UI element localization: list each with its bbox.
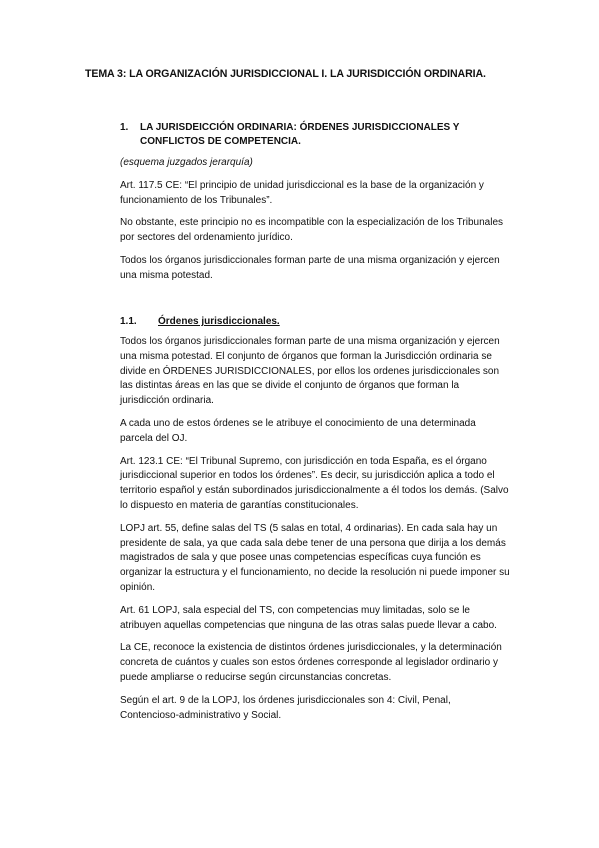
document-title: TEMA 3: LA ORGANIZACIÓN JURISDICCIONAL I. LA JURISDICCIÓN ORDINARIA. — [85, 68, 486, 80]
body-paragraph: Art. 61 LOPJ, sala especial del TS, con competencias muy limitadas, solo se le atribuyen aquellas competencias que ninguna de las otras salas puede llevar a cabo. — [120, 604, 497, 631]
body-paragraph: Art. 123.1 CE: “El Tribunal Supremo, con jurisdicción en toda España, es el órgano jurisdiccional superior en todos los órdenes”. Es decir, su jurisdicción aplica a todo el territorio español y están subordinados jurisdiccionalmente a él todos los demás. (Salvo lo dispuesto en materia de garantías constitucionales. — [120, 455, 509, 511]
body-paragraph: A cada uno de estos órdenes se le atribuye el conocimiento de una determinada parcela del OJ. — [120, 417, 476, 444]
intro-paragraph: Art. 117.5 CE: “El principio de unidad jurisdiccional es la base de la organización y funcionamiento de los Tribunales”. — [120, 179, 484, 206]
subsection-number: 1.1. — [120, 316, 137, 327]
body-paragraph: Según el art. 9 de la LOPJ, los órdenes jurisdiccionales son 4: Civil, Penal, Contencioso-administrativo y Social. — [120, 694, 451, 721]
intro-paragraph: (esquema juzgados jerarquía) — [120, 157, 253, 168]
section-heading — [120, 121, 500, 149]
intro-paragraph: No obstante, este principio no es incompatible con la especialización de los Tribunales por sectores del ordenamiento jurídico. — [120, 217, 504, 244]
body-paragraph: Todos los órganos jurisdiccionales forman parte de una misma organización y ejercen una misma potestad. El conjunto de órganos que forman la Jurisdicción ordinaria se divide en ÓRDENES JURISDICCIONALES, por ellos los ordenes jurisdiccionales son las distintas áreas en las que se divide el conjunto de órganos que forman la jurisdicción ordinaria. — [120, 336, 500, 407]
intro-paragraph: Todos los órganos jurisdiccionales forman parte de una misma organización y ejercen una misma potestad. — [120, 254, 500, 281]
body-paragraph: LOPJ art. 55, define salas del TS (5 salas en total, 4 ordinarias). En cada sala hay un presidente de sala, ya que cada sala debe tener de una persona que dirija a los demás magistrados de sala y que posee unas competencias específicas cuya función es organizar la estructura y el funcionamiento, no decide la resolución ni puede imponer su opinión. — [120, 522, 510, 593]
subsection-heading — [120, 316, 280, 327]
subsection-heading-text: Órdenes jurisdiccionales. — [158, 316, 280, 327]
body-paragraph: La CE, reconoce la existencia de distintos órdenes jurisdiccionales, y la determinación concreta de cuántos y cuales son estos órdenes corresponde al legislador ordinario y puede ampliarse o reducirse según circunstancias concretas. — [120, 642, 502, 683]
section-heading-text: LA JURISDEICCIÓN ORDINARIA: ÓRDENES JURISDICCIONALES Y CONFLICTOS DE COMPETENCIA. — [140, 122, 460, 147]
subsection-body — [120, 335, 510, 731]
intro-body — [120, 156, 510, 292]
section-number: 1. — [120, 122, 129, 133]
